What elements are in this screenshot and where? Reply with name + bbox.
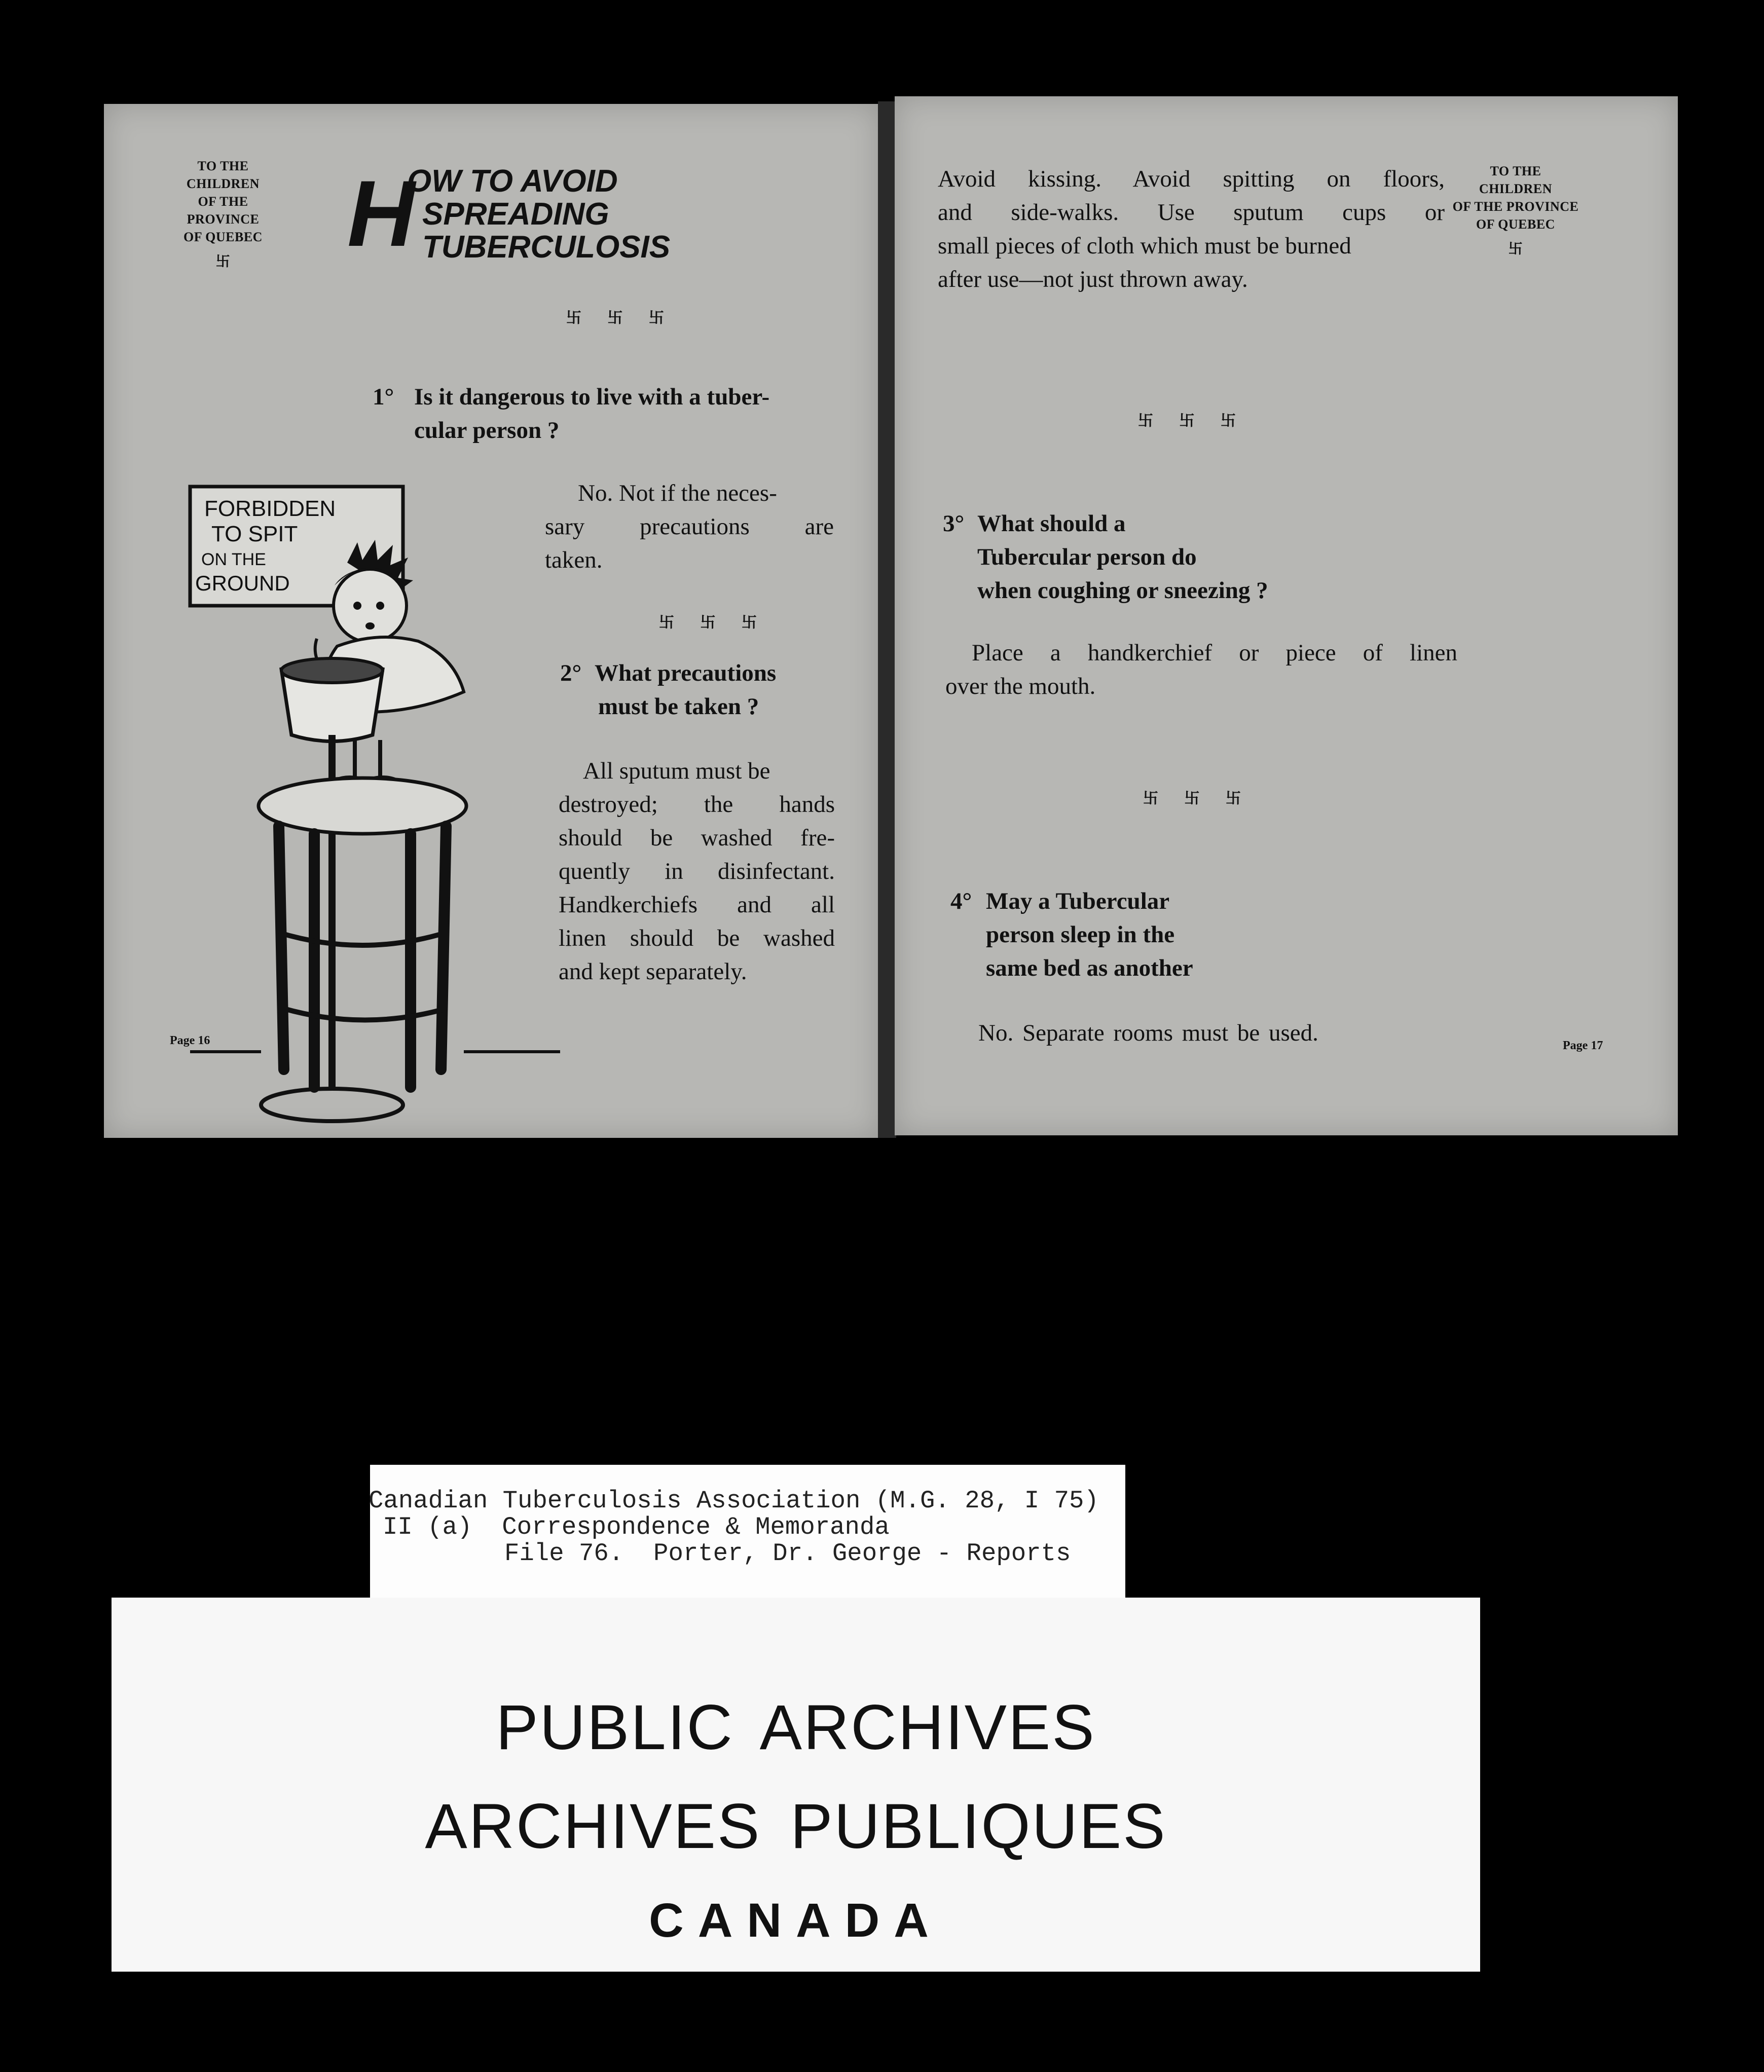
page-number: Page 16 [170, 1034, 210, 1047]
answer-3 [945, 636, 1457, 703]
answer-line: should be washed fre- [559, 825, 835, 851]
answer-line: linen should be washed [559, 925, 835, 951]
ornament-icon: 卐 [215, 254, 231, 270]
answer-1 [545, 476, 834, 577]
ornament-divider: 卐 卐 卐 [1138, 413, 1247, 429]
question-text: Tubercular person do [977, 544, 1197, 570]
page-title [347, 157, 803, 279]
corner-line: TO THE CHILDREN [1479, 164, 1553, 196]
corner-dedication-right [1452, 162, 1579, 258]
question-4 [950, 884, 1305, 985]
banner-line-english: PUBLIC ARCHIVES [496, 1692, 1096, 1763]
page-number: Page 17 [1563, 1039, 1603, 1052]
answer-line: Place a handkerchief or piece of linen [972, 640, 1457, 666]
ornament-divider: 卐 卐 卐 [1143, 790, 1252, 807]
child-spittoon-illustration [180, 476, 585, 1145]
question-1 [373, 380, 854, 447]
question-text: must be taken ? [598, 693, 759, 720]
title-line: TUBERCULOSIS [422, 230, 671, 265]
corner-line: TO THE CHILDREN [186, 159, 260, 191]
answer-line: quently in disinfectant. [559, 858, 835, 884]
question-text: May a Tubercular [986, 888, 1170, 914]
label-line-file: File 76. Porter, Dr. George - Reports [504, 1539, 1071, 1568]
banner-line-country: CANADA [649, 1894, 943, 1947]
label-line-collection: Canadian Tuberculosis Association (M.G. 28, I 75) [369, 1487, 1099, 1515]
ornament-icon: 卐 [1508, 241, 1523, 257]
corner-line: OF THE PROVINCE [187, 194, 260, 227]
question-text: What should a [977, 510, 1126, 537]
answer-line: destroyed; the hands [559, 791, 835, 818]
question-text: person sleep in the [986, 921, 1175, 948]
sign-line: GROUND [195, 571, 290, 595]
answer-line: taken. [545, 547, 603, 573]
banner-line-french: ARCHIVES PUBLIQUES [425, 1791, 1167, 1862]
question-text: What precautions [595, 660, 777, 686]
label-line-series: II (a) Correspondence & Memoranda [383, 1513, 890, 1541]
question-number: 4° [950, 888, 972, 914]
question-number: 3° [943, 510, 965, 537]
intro-paragraph [938, 162, 1445, 296]
corner-line: OF QUEBEC [183, 230, 263, 244]
sign-line: TO SPIT [211, 522, 298, 546]
sign-line: ON THE [201, 550, 266, 569]
title-line: OW TO AVOID [407, 164, 618, 199]
title-line: SPREADING [422, 197, 609, 232]
question-text: when coughing or sneezing ? [977, 577, 1268, 604]
booklet-page-left [104, 104, 879, 1138]
intro-line: and side-walks. Use sputum cups or [938, 199, 1445, 226]
question-number: 2° [560, 660, 582, 686]
archive-reference-label [370, 1465, 1125, 1617]
question-2 [560, 656, 844, 723]
answer-line: No. Not if the neces- [578, 480, 777, 506]
book-spine [878, 101, 896, 1138]
answer-4: No. Separate rooms must be used. [978, 1020, 1318, 1046]
ornament-divider: 卐 卐 卐 [566, 310, 675, 326]
question-text: Is it dangerous to live with a tuber- [414, 384, 770, 410]
answer-2 [559, 754, 835, 988]
question-text: same bed as another [986, 955, 1193, 981]
corner-line: OF THE PROVINCE [1452, 199, 1579, 214]
booklet-page-right [895, 96, 1678, 1135]
question-number: 1° [373, 384, 394, 410]
answer-line: sary precautions are [545, 513, 834, 540]
corner-dedication-left [165, 157, 281, 271]
title-initial: H [347, 162, 415, 266]
answer-line: and kept separately. [559, 958, 747, 985]
corner-line: OF QUEBEC [1476, 217, 1555, 232]
question-text: cular person ? [414, 417, 560, 443]
answer-line: over the mouth. [945, 673, 1096, 699]
sign-line: FORBIDDEN [204, 496, 336, 521]
question-3 [943, 507, 1399, 607]
intro-line: small pieces of cloth which must be burned [938, 233, 1351, 259]
answer-line: Handkerchiefs and all [559, 892, 835, 918]
public-archives-banner [112, 1598, 1480, 1972]
answer-line: All sputum must be [583, 758, 770, 784]
intro-line: Avoid kissing. Avoid spitting on floors, [938, 166, 1445, 192]
intro-line: after use—not just thrown away. [938, 266, 1248, 292]
ornament-divider: 卐 卐 卐 [659, 614, 768, 631]
